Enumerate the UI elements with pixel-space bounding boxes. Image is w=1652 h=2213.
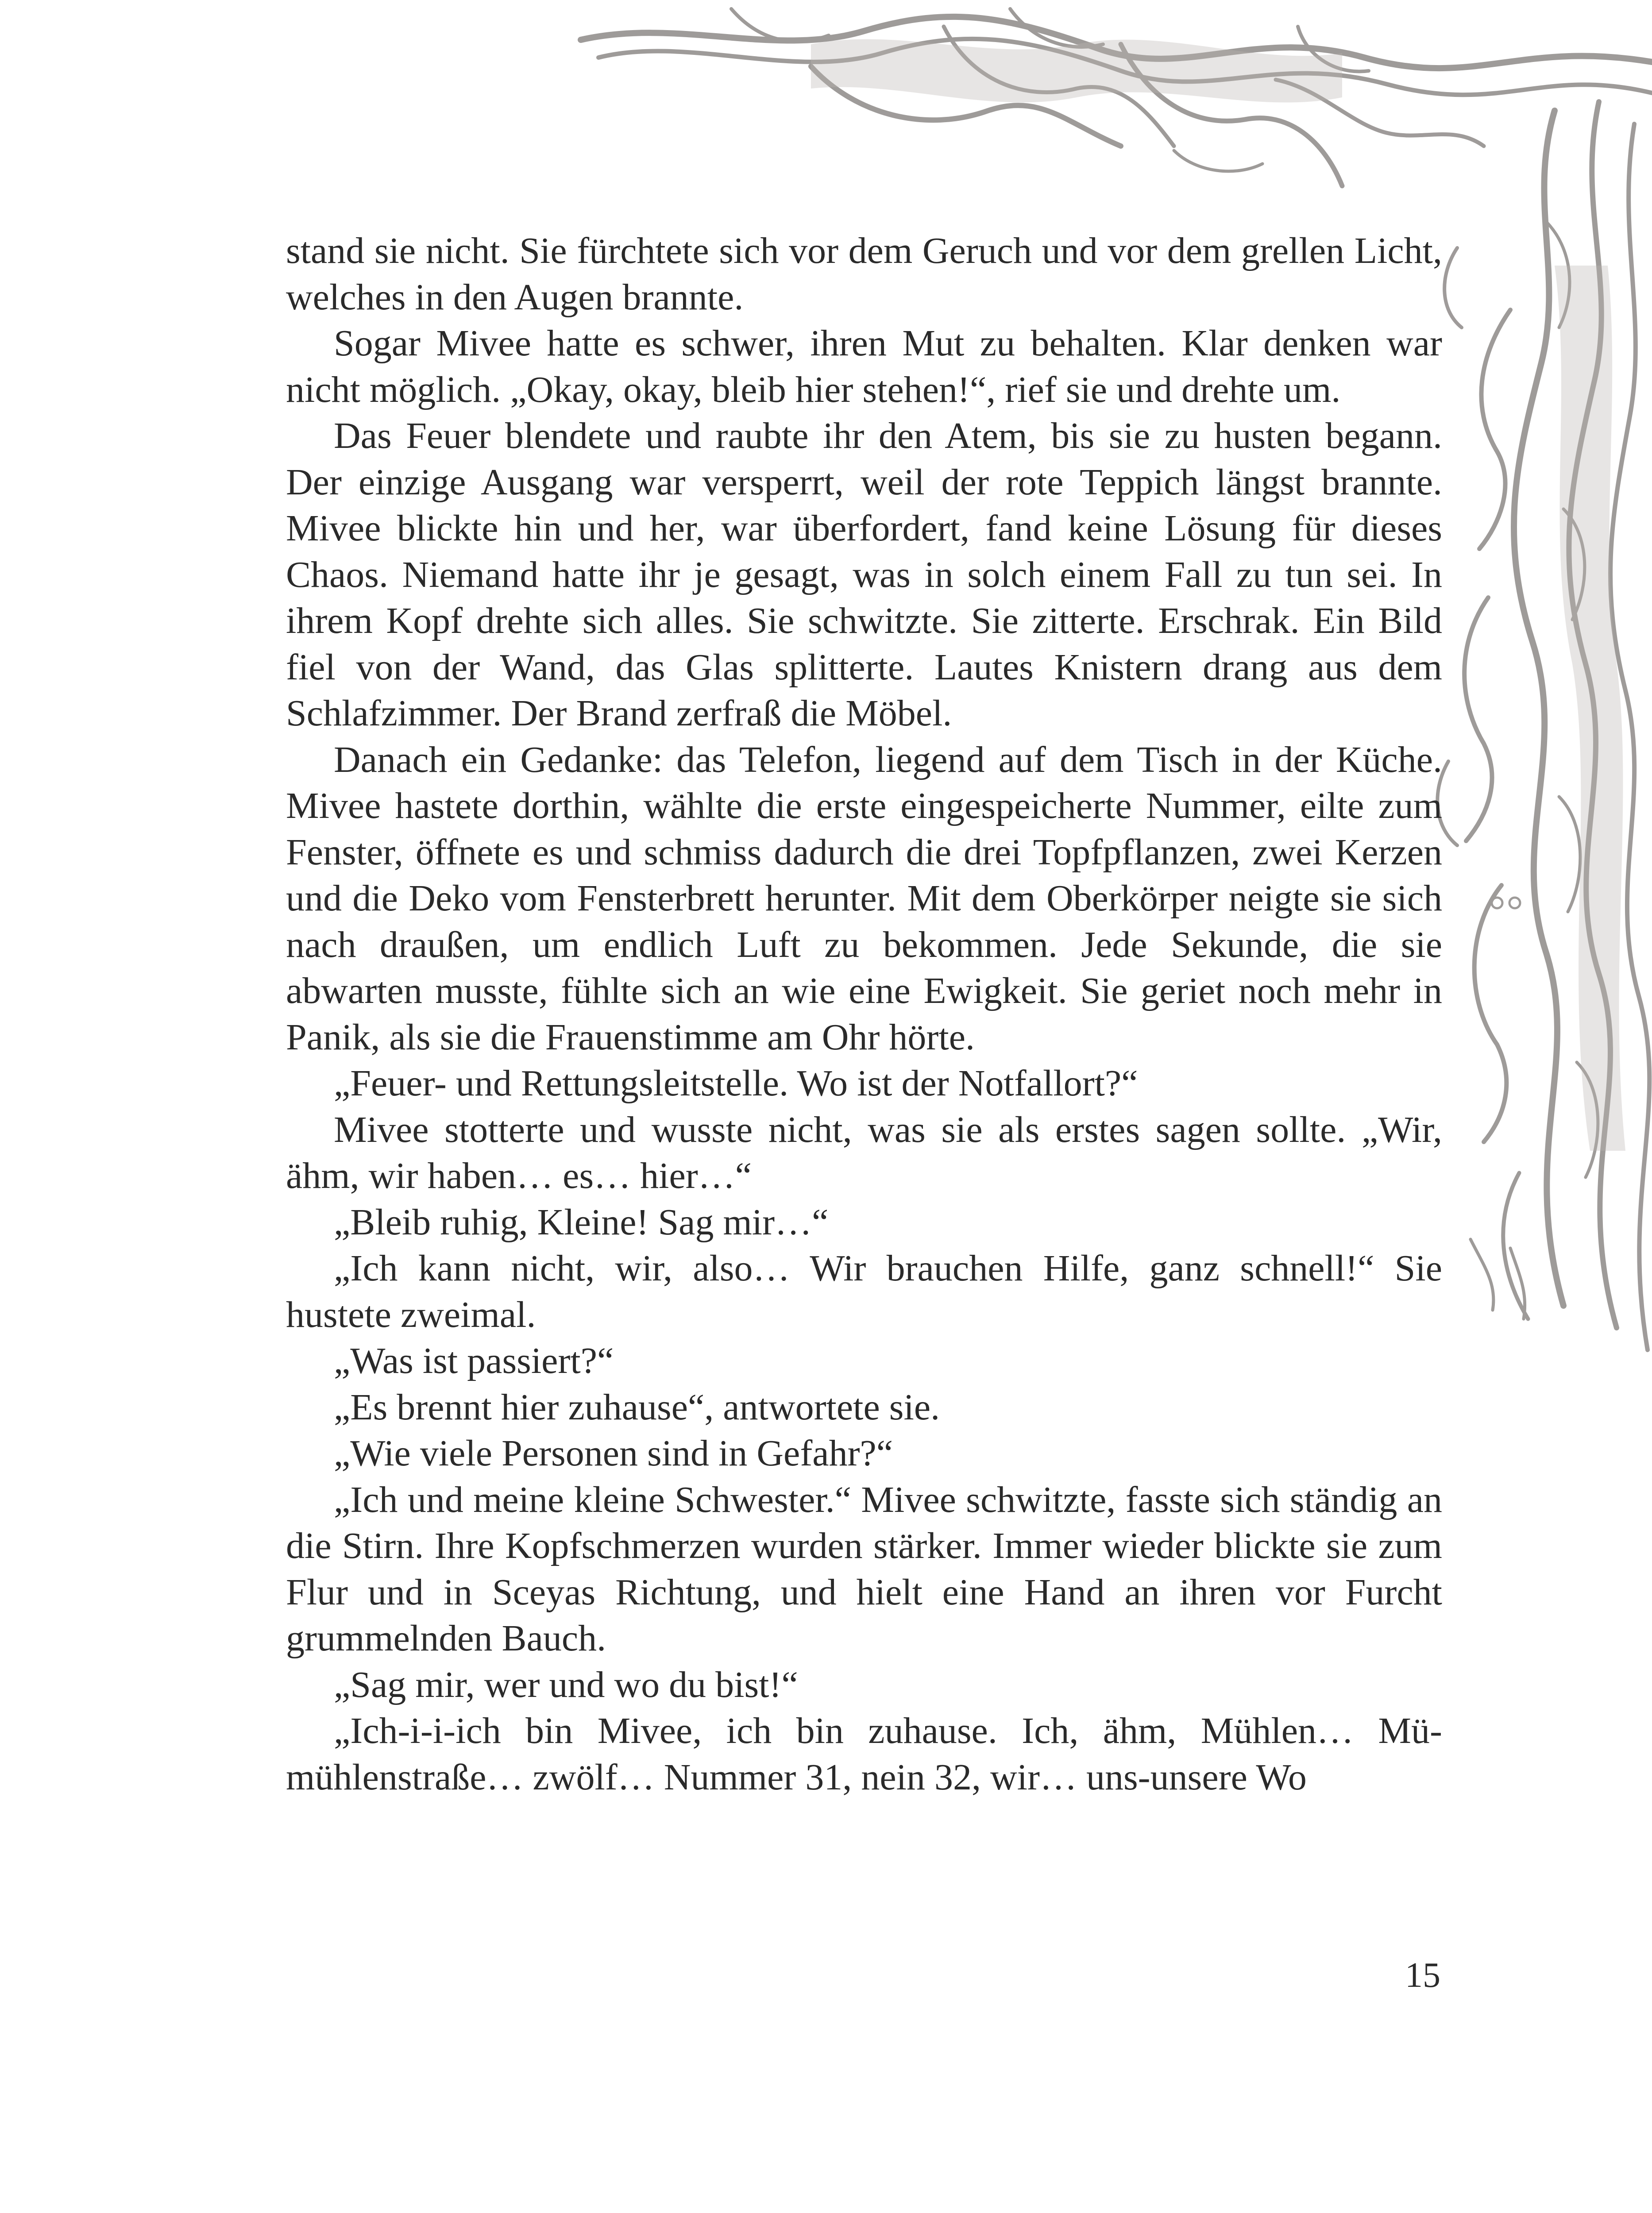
paragraph: Das Feuer blendete und raubte ihr den Atem, bis sie zu husten begann. Der einzige Ausgang war versperrt, weil der rote Teppich längst brannte. Mivee blickte hin und her, war überfordert, fand keine Lösung für dieses Chaos. Niemand hatte ihr je gesagt, was in solch einem Fall zu tun sei. In ihrem Kopf drehte sich alles. Sie schwitzte. Sie zitterte. Erschrak. Ein Bild fiel von der Wand, das Glas splitterte. Lautes Knistern drang aus dem Schlafzimmer. Der Brand zerfraß die Möbel. [286,415,1442,734]
paragraph: stand sie nicht. Sie fürchtete sich vor dem Geruch und vor dem grellen Licht, welches in den Augen brannte. [286,230,1442,318]
body-text [286,228,1442,1800]
paragraph: Mivee stotterte und wusste nicht, was sie als erstes sagen sollte. „Wir, ähm, wir haben… es… hier…“ [286,1109,1442,1196]
paragraph: „Feuer- und Rettungsleitstelle. Wo ist der Notfallort?“ [334,1063,1138,1104]
paragraph: Danach ein Gedanke: das Telefon, liegend auf dem Tisch in der Küche. Mivee hastete dorthin, wählte die erste eingespeicherte Nummer, eilte zum Fenster, öffnete es und schmiss dadurch die drei Topfpflanzen, zwei Kerzen und die Deko vom Fensterbrett herunter. Mit dem Oberkörper neigte sie sich nach draußen, um endlich Luft zu bekommen. Jede Sekunde, die sie abwarten musste, fühlte sich an wie eine Ewigkeit. Sie geriet noch mehr in Panik, als sie die Frauenstimme am Ohr hörte. [286,739,1442,1058]
paragraph: „Was ist passiert?“ [334,1340,614,1381]
paragraph: „Ich kann nicht, wir, also… Wir brauchen Hilfe, ganz schnell!“ Sie hustete zweimal. [286,1248,1442,1335]
paragraph: „Ich und meine kleine Schwester.“ Mivee schwitzte, fasste sich ständig an die Stirn. Ihre Kopfschmerzen wurden stärker. Immer wieder blickte sie zum Flur und in Sceyas Richtung, und hielt eine Hand an ihren vor Furcht grummelnden Bauch. [286,1479,1442,1659]
paragraph: Sogar Mivee hatte es schwer, ihren Mut zu behalten. Klar denken war nicht möglich. „Okay, okay, bleib hier stehen!“, rief sie und drehte um. [286,323,1442,410]
page-number: 15 [1405,1956,1440,1995]
paragraph: „Sag mir, wer und wo du bist!“ [334,1664,798,1705]
paragraph: „Es brennt hier zuhause“, antwortete sie. [334,1386,940,1428]
paragraph: „Ich-i-i-ich bin Mivee, ich bin zuhause. Ich, ähm, Mühlen… Mümühlenstraße… zwölf… Nummer 31, nein 32, wir… uns-unsere Wo [286,1710,1442,1798]
paragraph: „Wie viele Personen sind in Gefahr?“ [334,1433,893,1474]
paragraph: „Bleib ruhig, Kleine! Sag mir…“ [334,1201,829,1243]
